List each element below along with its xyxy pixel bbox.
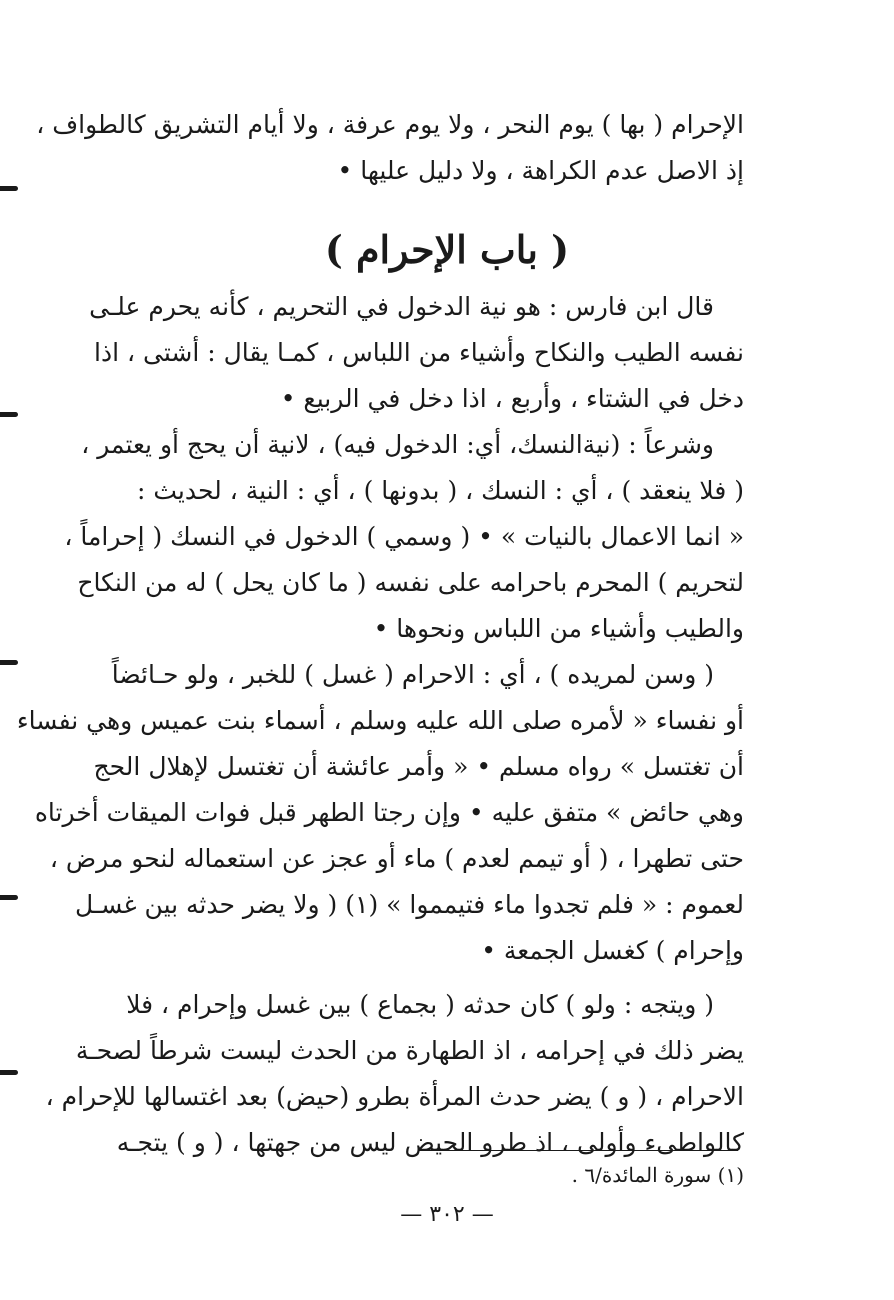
text-line: والطيب وأشياء من اللباس ونحوها • — [373, 614, 744, 643]
text-line: أو نفساء « لأمره صلى الله عليه وسلم ، أسماء بنت عميس وهي نفساء — [16, 706, 744, 735]
margin-mark — [0, 412, 18, 417]
body-text — [16, 284, 744, 1166]
margin-mark — [0, 1070, 18, 1075]
page-number: — ٣٠٢ — — [400, 1202, 494, 1227]
text-line: وشرعاً : (نيةالنسك، أي: الدخول فيه) ، لانية أن يحج أو يعتمر ، — [81, 430, 714, 459]
text-line: لتحريم ) المحرم باحرامه على نفسه ( ما كان يحل ) له من النكاح — [77, 568, 744, 597]
text-line: نفسه الطيب والنكاح وأشياء من اللباس ، كمـا يقال : أشتى ، اذا — [94, 338, 744, 367]
margin-mark — [0, 186, 18, 191]
text-line: أن تغتسل » رواه مسلم • « وأمر عائشة أن تغتسل لإهلال الحج — [93, 752, 744, 781]
text-line: لعموم : « فلم تجدوا ماء فتيمموا » (١) ( ولا يضر حدثه بين غسـل — [74, 890, 744, 919]
text-line: حتى تطهرا ، ( أو تيمم لعدم ) ماء أو عجز عن استعماله لنحو مرض ، — [49, 844, 744, 873]
continuation-paragraph — [36, 102, 744, 194]
text-line: إذ الاصل عدم الكراهة ، ولا دليل عليها • — [337, 156, 744, 185]
text-line: ( ويتجه : ولو ) كان حدثه ( بجماع ) بين غسل وإحرام ، فلا — [126, 990, 714, 1019]
footnote: (١) سورة المائدة/٦ . — [571, 1163, 744, 1187]
margin-mark — [0, 895, 18, 900]
footnote-separator — [418, 1150, 738, 1151]
text-line: قال ابن فارس : هو نية الدخول في التحريم ، كأنه يحرم علـى — [89, 292, 714, 321]
text-line: دخل في الشتاء ، وأربع ، اذا دخل في الربيع • — [280, 384, 744, 413]
text-line: يضر ذلك في إحرامه ، اذ الطهارة من الحدث ليست شرطاً لصحـة — [75, 1036, 744, 1065]
margin-mark — [0, 660, 18, 665]
text-line: ( فلا ينعقد ) ، أي : النسك ، ( بدونها ) ، أي : النية ، لحديث : — [137, 476, 744, 505]
text-line: وهي حائض » متفق عليه • وإن رجتا الطهر قبل فوات الميقات أخرتاه — [34, 798, 744, 827]
text-line: الاحرام ، ( و ) يضر حدث المرأة بطرو (حيض) بعد اغتسالها للإحرام ، — [45, 1082, 744, 1111]
text-line: كالواطىء وأولى ، اذ طرو الحيض ليس من جهتها ، ( و ) يتجـه — [116, 1128, 744, 1157]
text-line: « انما الاعمال بالنيات » • ( وسمي ) الدخول في النسك ( إحراماً ، — [64, 522, 744, 551]
chapter-heading: ( باب الإحرام ) — [324, 227, 570, 272]
text-line: الإحرام ( بها ) يوم النحر ، ولا يوم عرفة ، ولا أيام التشريق كالطواف ، — [36, 110, 744, 139]
text-line: ( وسن لمريده ) ، أي : الاحرام ( غسل ) للخبر ، ولو حـائضاً — [111, 660, 714, 689]
text-line: وإحرام ) كغسل الجمعة • — [481, 936, 744, 965]
